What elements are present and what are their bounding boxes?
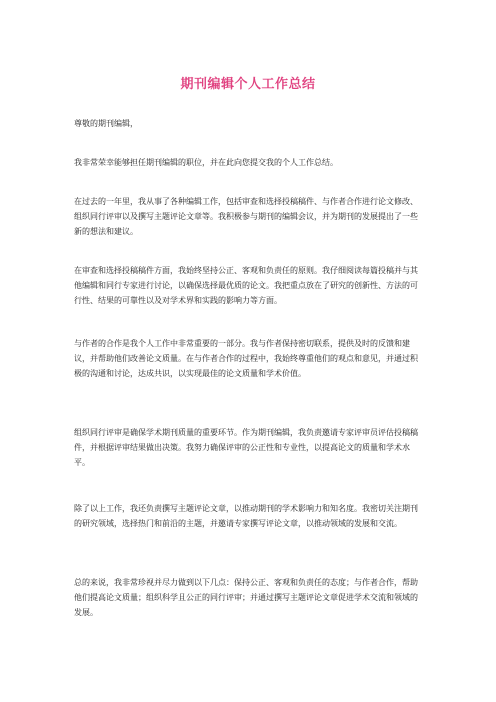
paragraph-author-collaboration: 与作者的合作是我个人工作中非常重要的一部分。我与作者保持密切联系，提供及时的反馈和建议，并帮助他们改善论文质量。在与作者合作的过程中，我始终尊重他们的观点和意见，并通过积极的沟通和讨论，达成共识，以实现最佳的论文质量和学术价值。 bbox=[74, 339, 418, 378]
paragraph-overview: 在过去的一年里，我从事了各种编辑工作，包括审查和选择投稿稿件、与作者合作进行论文修改、组织同行评审以及撰写主题评论文章等。我积极参与期刊的编辑会议，并为期刊的发展提出了一些新的想法和建议。 bbox=[74, 197, 418, 236]
paragraph-intro: 我非常荣幸能够担任期刊编辑的职位，并在此向您提交我的个人工作总结。 bbox=[74, 158, 338, 167]
paragraph-review-selection: 在审查和选择投稿稿件方面，我始终坚持公正、客观和负责任的原则。我仔细阅读每篇投稿并与其他编辑和同行专家进行讨论，以确保选择最优质的论文。我把重点放在了研究的创新性、方法的可行性、结果的可靠性以及对学术界和实践的影响力等方面。 bbox=[74, 266, 418, 305]
paragraph-commentary: 除了以上工作，我还负责撰写主题评论文章，以推动期刊的学术影响力和知名度。我密切关注期刊的研究领域，选择热门和前沿的主题，并邀请专家撰写评论文章，以推动领域的发展和交流。 bbox=[74, 504, 418, 528]
greeting: 尊敬的期刊编辑， bbox=[74, 119, 138, 128]
document-title: 期刊编辑个人工作总结 bbox=[180, 77, 316, 92]
paragraph-conclusion: 总的来说，我非常珍视并尽力做到以下几点：保持公正、客观和负责任的态度；与作者合作，帮助他们提高论文质量；组织科学且公正的同行评审；并通过撰写主题评论文章促进学术交流和领域的发展。 bbox=[74, 578, 418, 617]
paragraph-peer-review: 组织同行评审是确保学术期刊质量的重要环节。作为期刊编辑，我负责邀请专家评审员评估投稿稿件，并根据评审结果做出决策。我努力确保评审的公正性和专业性，以提高论文的质量和学术水平。 bbox=[74, 428, 418, 467]
